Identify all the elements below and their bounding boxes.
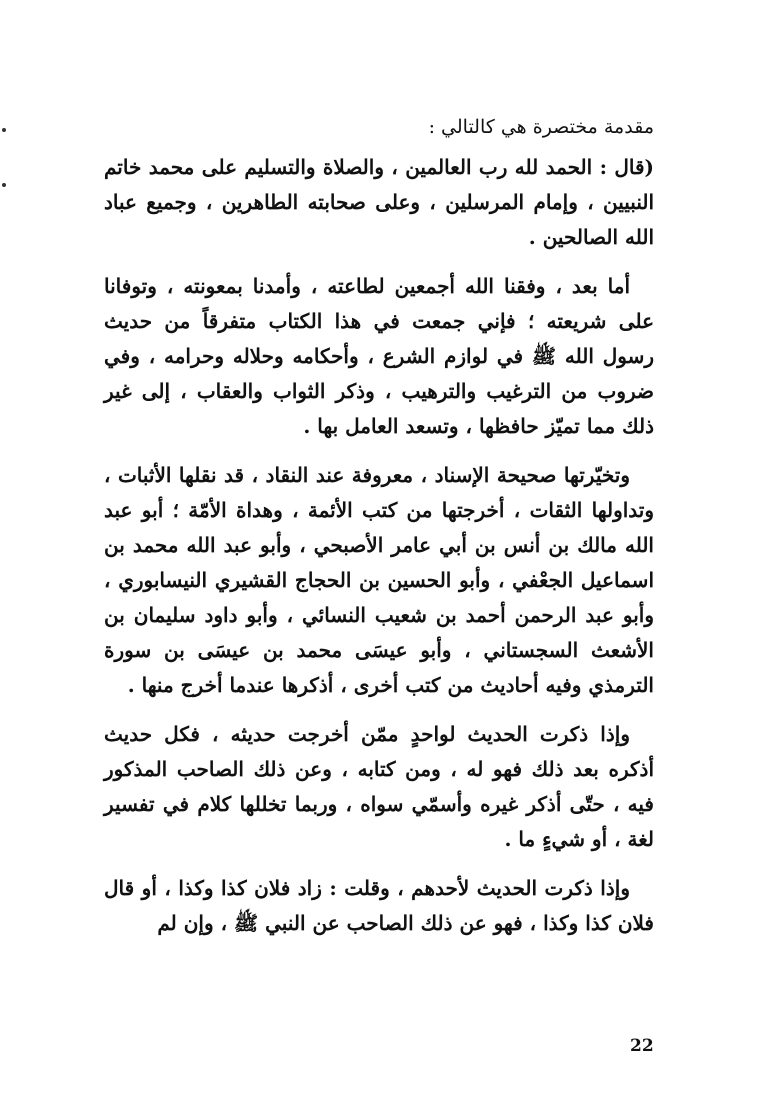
margin-mark [2,183,6,187]
paragraph-purpose: أما بعد ، وفقنا الله أجمعين لطاعته ، وأمدنا بمعونته ، وتوفانا على شريعته ؛ فإني جمعت في هذا الكتاب متفرقاً من حديث رسول الله ﷺ في لوازم الشرع ، وأحكامه وحلاله وحرامه ، وفي ضروب من الترغيب والترهيب ، وذكر الثواب والعقاب ، إلى غير ذلك مما تميّز حافظها ، وتسعد العامل بها . [104,274,654,438]
intro-line: مقدمة مختصرة هي كالتالي : [428,116,654,138]
body-text [104,112,654,955]
margin-mark [2,128,6,132]
paragraph-opening: (قال : الحمد لله رب العالمين ، والصلاة والتسليم على محمد خاتم النبيين ، وإمام المرسلين ، وعلى صحابته الطاهرين ، وجميع عباد الله الصالحين . [104,155,654,249]
paragraph-citation-rule: وإذا ذكرت الحديث لواحدٍ ممّن أخرجت حديثه ، فكل حديث أذكره بعد ذلك فهو له ، ومن كتابه ، وعن ذلك الصاحب المذكور فيه ، حتّى أذكر غيره وأسمّي سواه ، وربما تخللها كلام في تفسير لغة ، أو شيءٍ ما . [104,722,654,851]
paragraph-addition-rule: وإذا ذكرت الحديث لأحدهم ، وقلت : زاد فلان كذا وكذا ، أو قال فلان كذا وكذا ، فهو عن ذلك الصاحب عن النبي ﷺ ، وإن لم [104,876,654,935]
page-number: 22 [630,1036,654,1056]
paragraph-sources: وتخيّرتها صحيحة الإسناد ، معروفة عند النقاد ، قد نقلها الأثبات ، وتداولها الثقات ، أخرجتها من كتب الأئمة ، وهداة الأمّة ؛ أبو عبد الله مالك بن أنس بن أبي عامر الأصبحي ، وأبو عبد الله محمد بن اسماعيل الجعْفي ، وأبو الحسين بن الحجاج القشيري النيسابوري ، وأبو عبد الرحمن أحمد بن شعيب النسائي ، وأبو داود سليمان بن الأشعث السجستاني ، وأبو عيسَى محمد بن عيسَى بن سورة الترمذي وفيه أحاديث من كتب أخرى ، أذكرها عندما أخرج منها . [104,463,654,697]
